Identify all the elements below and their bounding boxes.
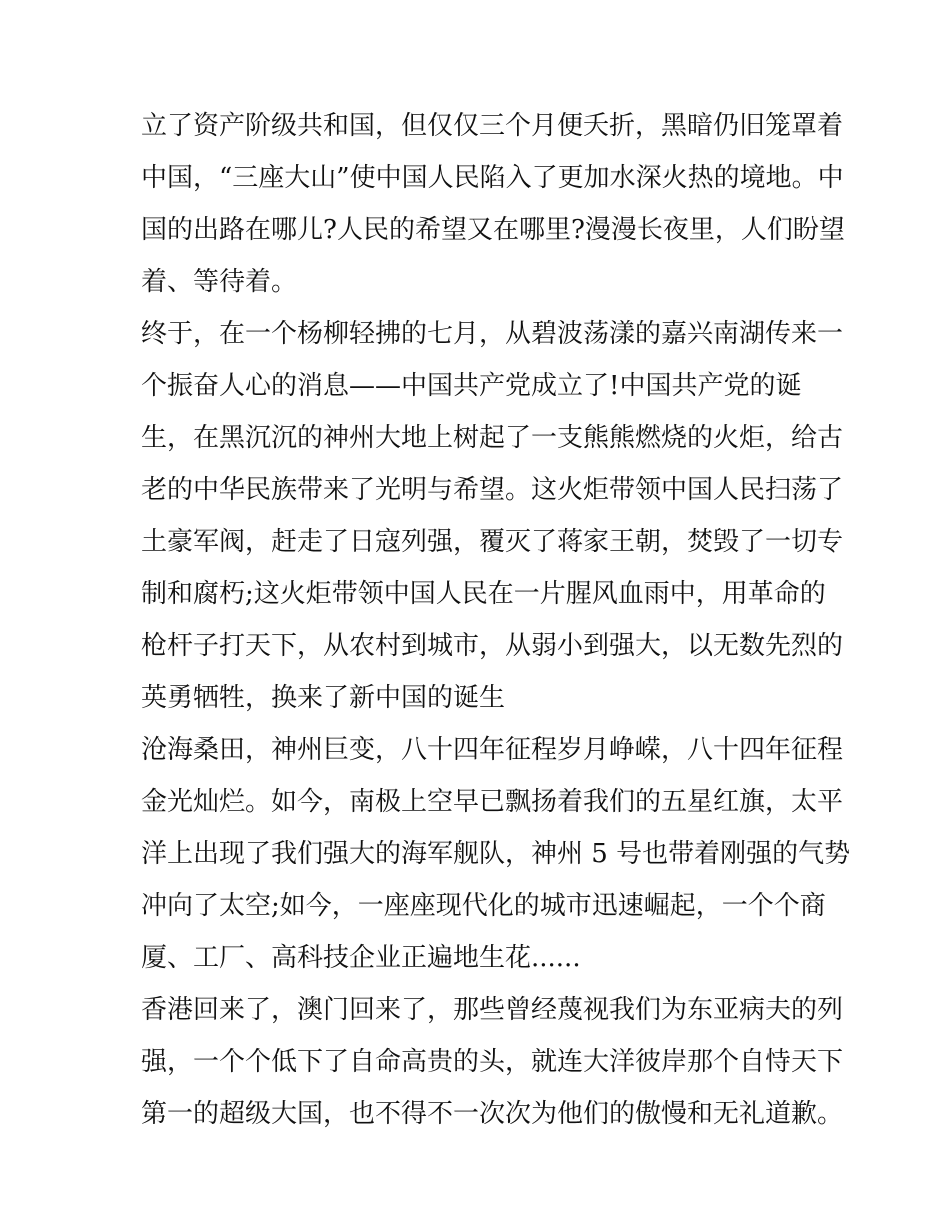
text-line: 洋上出现了我们强大的海军舰队，神州 5 号也带着刚强的气势 [141,839,851,869]
text-line: 制和腐朽;这火炬带领中国人民在一片腥风血雨中，用革命的 [141,579,826,609]
document-body [141,100,851,1140]
text-line: 着、等待着。 [141,267,298,297]
text-line: 立了资产阶级共和国，但仅仅三个月便夭折，黑暗仍旧笼罩着 [141,111,844,141]
text-line: 老的中华民族带来了光明与希望。这火炬带领中国人民扫荡了 [141,475,844,505]
text-line: 终于，在一个杨柳轻拂的七月，从碧波荡漾的嘉兴南湖传来一 [141,319,844,349]
text-line: 中国，“三座大山”使中国人民陷入了更加水深火热的境地。中 [141,163,844,193]
text-line: 国的出路在哪儿?人民的希望又在哪里?漫漫长夜里，人们盼望 [141,215,845,245]
text-line: 枪杆子打天下，从农村到城市，从弱小到强大，以无数先烈的 [141,631,844,661]
text-line: 英勇牺牲，换来了新中国的诞生 [141,683,506,713]
paragraph [141,724,851,984]
text-line: 强，一个个低下了自命高贵的头，就连大洋彼岸那个自恃天下 [141,1047,844,1077]
text-line: 厦、工厂、高科技企业正遍地生花...... [141,943,581,973]
text-line: 金光灿烂。如今，南极上空早已飘扬着我们的五星红旗，太平 [141,787,844,817]
text-line: 第一的超级大国，也不得不一次次为他们的傲慢和无礼道歉。 [141,1099,844,1129]
text-line: 沧海桑田，神州巨变，八十四年征程岁月峥嵘，八十四年征程 [141,735,844,765]
text-line: 个振奋人心的消息——中国共产党成立了!中国共产党的诞 [141,371,802,401]
text-line: 冲向了太空;如今，一座座现代化的城市迅速崛起，一个个商 [141,891,826,921]
paragraph [141,984,844,1140]
text-line: 香港回来了，澳门回来了，那些曾经蔑视我们为东亚病夫的列 [141,995,844,1025]
paragraph [141,100,845,308]
paragraph [141,308,844,724]
text-line: 生，在黑沉沉的神州大地上树起了一支熊熊燃烧的火炬，给古 [141,423,844,453]
text-line: 土豪军阀，赶走了日寇列强，覆灭了蒋家王朝，焚毁了一切专 [141,527,844,557]
